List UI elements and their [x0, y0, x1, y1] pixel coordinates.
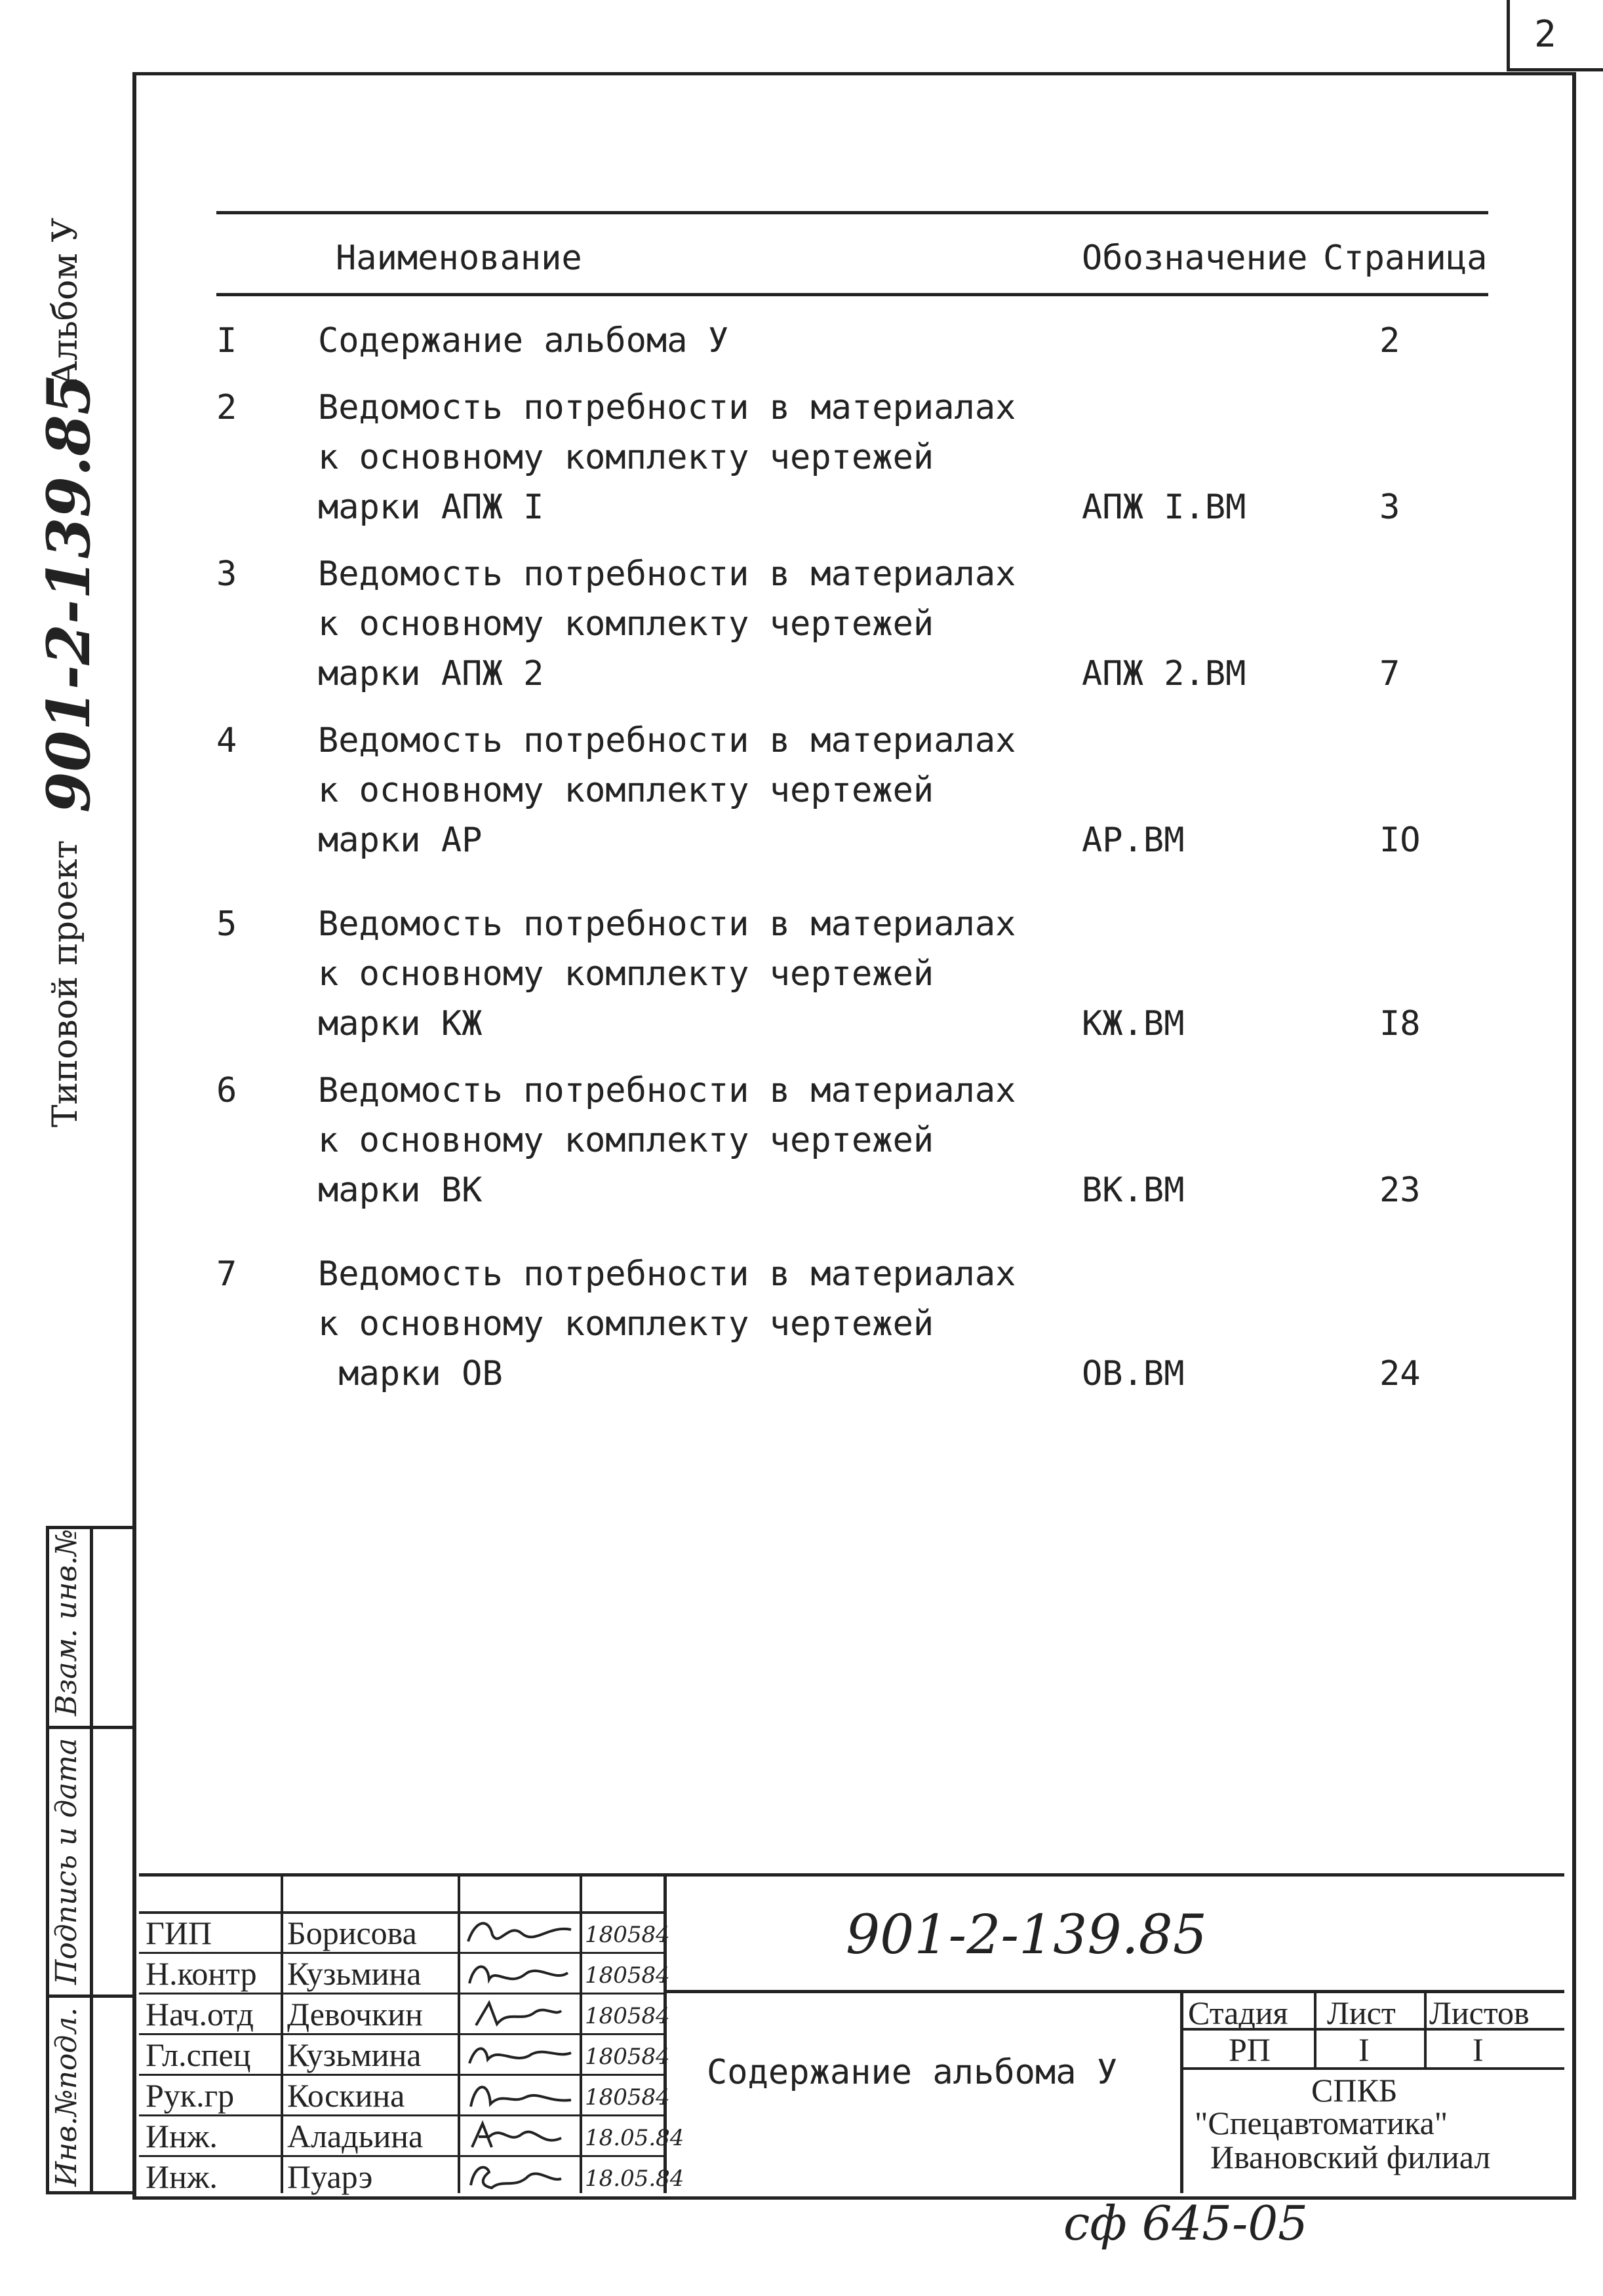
signature-date: 180584	[585, 2044, 670, 2070]
toc-row-num: 5	[216, 905, 237, 944]
stage-label: Стадия	[1188, 1994, 1288, 2031]
toc-row-designation: АПЖ 2.ВМ	[1082, 654, 1246, 693]
doc-code-handwritten: 901-2-139.85	[846, 1904, 1208, 1966]
role-label: Гл.спец	[146, 2036, 251, 2073]
toc-row-line: марки АПЖ 2	[318, 654, 544, 693]
stamp-podpis-label: Подпись и дата	[50, 1738, 83, 1985]
signature-image	[463, 2078, 574, 2112]
person-name: Кузьмина	[287, 1955, 422, 1992]
stage-value: РП	[1229, 2031, 1271, 2068]
side-album-label: Альбом У	[46, 218, 85, 387]
toc-row-line: к основному комплекту чертежей	[318, 438, 934, 477]
page-number: 2	[1534, 13, 1556, 56]
sheet-value: I	[1358, 2031, 1370, 2068]
toc-row-page: 3	[1379, 488, 1400, 527]
toc-row-num: 7	[216, 1255, 237, 1294]
toc-row-line: Ведомость потребности в материалах	[318, 721, 1016, 760]
toc-row-line: к основному комплекту чертежей	[318, 1304, 934, 1344]
sheets-label: Листов	[1429, 1994, 1530, 2031]
role-label: Н.контр	[146, 1955, 257, 1992]
signature-image	[463, 1996, 574, 2031]
toc-row-line: Ведомость потребности в материалах	[318, 388, 1016, 427]
signature-image	[463, 2159, 574, 2193]
role-label: Нач.отд	[146, 1996, 254, 2033]
signature-image	[463, 2118, 574, 2152]
stamp-inv-label: Инв.№подл.	[50, 2007, 83, 2187]
signature-image	[463, 2037, 574, 2071]
pagenum-box-bottom	[1507, 68, 1603, 71]
toc-row-designation: АПЖ I.ВМ	[1082, 488, 1246, 527]
org-line3: Ивановский филиал	[1210, 2139, 1491, 2175]
signature-date: 180584	[585, 1922, 670, 1948]
toc-row-line: марки АР	[318, 821, 483, 860]
org-line1: СПКБ	[1311, 2072, 1398, 2109]
toc-row-num: I	[216, 321, 237, 360]
toc-row-designation: АР.ВМ	[1082, 821, 1185, 860]
toc-row-page: 2	[1379, 321, 1400, 360]
doc-title: Содержание альбома У	[707, 2053, 1118, 2092]
toc-row-line: к основному комплекту чертежей	[318, 604, 934, 644]
person-name: Пуарэ	[287, 2158, 373, 2195]
toc-row-page: I8	[1379, 1004, 1421, 1043]
signature-date: 18.05.84	[585, 2125, 684, 2151]
signature-image	[463, 1915, 574, 1949]
person-name: Девочкин	[287, 1996, 423, 2033]
toc-header-rule	[216, 293, 1488, 296]
toc-row-designation: ВК.ВМ	[1082, 1171, 1185, 1210]
toc-row-num: 6	[216, 1071, 237, 1110]
toc-row-designation: КЖ.ВМ	[1082, 1004, 1185, 1043]
stamp-vzam-label: Взам. инв.№	[50, 1528, 83, 1716]
side-project-label: Типовой проект	[46, 840, 85, 1127]
toc-row-line: Содержание альбома У	[318, 321, 729, 360]
toc-row-designation: ОВ.ВМ	[1082, 1354, 1185, 1393]
toc-row-num: 3	[216, 555, 237, 594]
toc-row-line: к основному комплекту чертежей	[318, 771, 934, 810]
role-label: Инж.	[146, 2118, 218, 2154]
role-label: Инж.	[146, 2158, 218, 2195]
toc-row-num: 2	[216, 388, 237, 427]
signature-date: 180584	[585, 1962, 670, 1989]
sheet-label: Лист	[1327, 1994, 1396, 2031]
toc-row-line: Ведомость потребности в материалах	[318, 1255, 1016, 1294]
toc-row-line: Ведомость потребности в материалах	[318, 905, 1016, 944]
toc-top-rule	[216, 211, 1488, 214]
toc-row-line: к основному комплекту чертежей	[318, 954, 934, 994]
pagenum-box-left	[1507, 0, 1510, 71]
toc-row-line: Ведомость потребности в материалах	[318, 555, 1016, 594]
role-label: Рук.гр	[146, 2077, 235, 2114]
toc-row-page: IO	[1379, 821, 1421, 860]
signature-date: 180584	[585, 2003, 670, 2029]
toc-row-page: 23	[1379, 1171, 1421, 1210]
toc-row-line: марки КЖ	[318, 1004, 483, 1043]
toc-header-designation: Обозначение	[1082, 239, 1308, 278]
signature-date: 180584	[585, 2084, 670, 2111]
toc-row-line: марки ОВ	[318, 1354, 503, 1393]
person-name: Кузьмина	[287, 2036, 422, 2073]
toc-row-page: 24	[1379, 1354, 1421, 1393]
toc-header-page: Страница	[1323, 239, 1488, 278]
toc-row-line: марки ВК	[318, 1171, 483, 1210]
toc-row-line: марки АПЖ I	[318, 488, 544, 527]
toc-row-line: Ведомость потребности в материалах	[318, 1071, 1016, 1110]
org-line2: "Спецавтоматика"	[1195, 2105, 1448, 2141]
toc-row-num: 4	[216, 721, 237, 760]
toc-row-page: 7	[1379, 654, 1400, 693]
person-name: Борисова	[287, 1915, 417, 1951]
person-name: Коскина	[287, 2077, 405, 2114]
role-label: ГИП	[146, 1915, 212, 1951]
sheets-value: I	[1473, 2031, 1484, 2068]
toc-header-name: Наименование	[336, 239, 582, 278]
person-name: Аладьина	[287, 2118, 424, 2154]
toc-row-line: к основному комплекту чертежей	[318, 1121, 934, 1160]
signature-date: 18.05.84	[585, 2166, 684, 2192]
footer-code: сф 645-05	[1063, 2196, 1308, 2251]
side-project-code: 901-2-139.85	[34, 374, 104, 813]
signature-image	[463, 1956, 574, 1990]
